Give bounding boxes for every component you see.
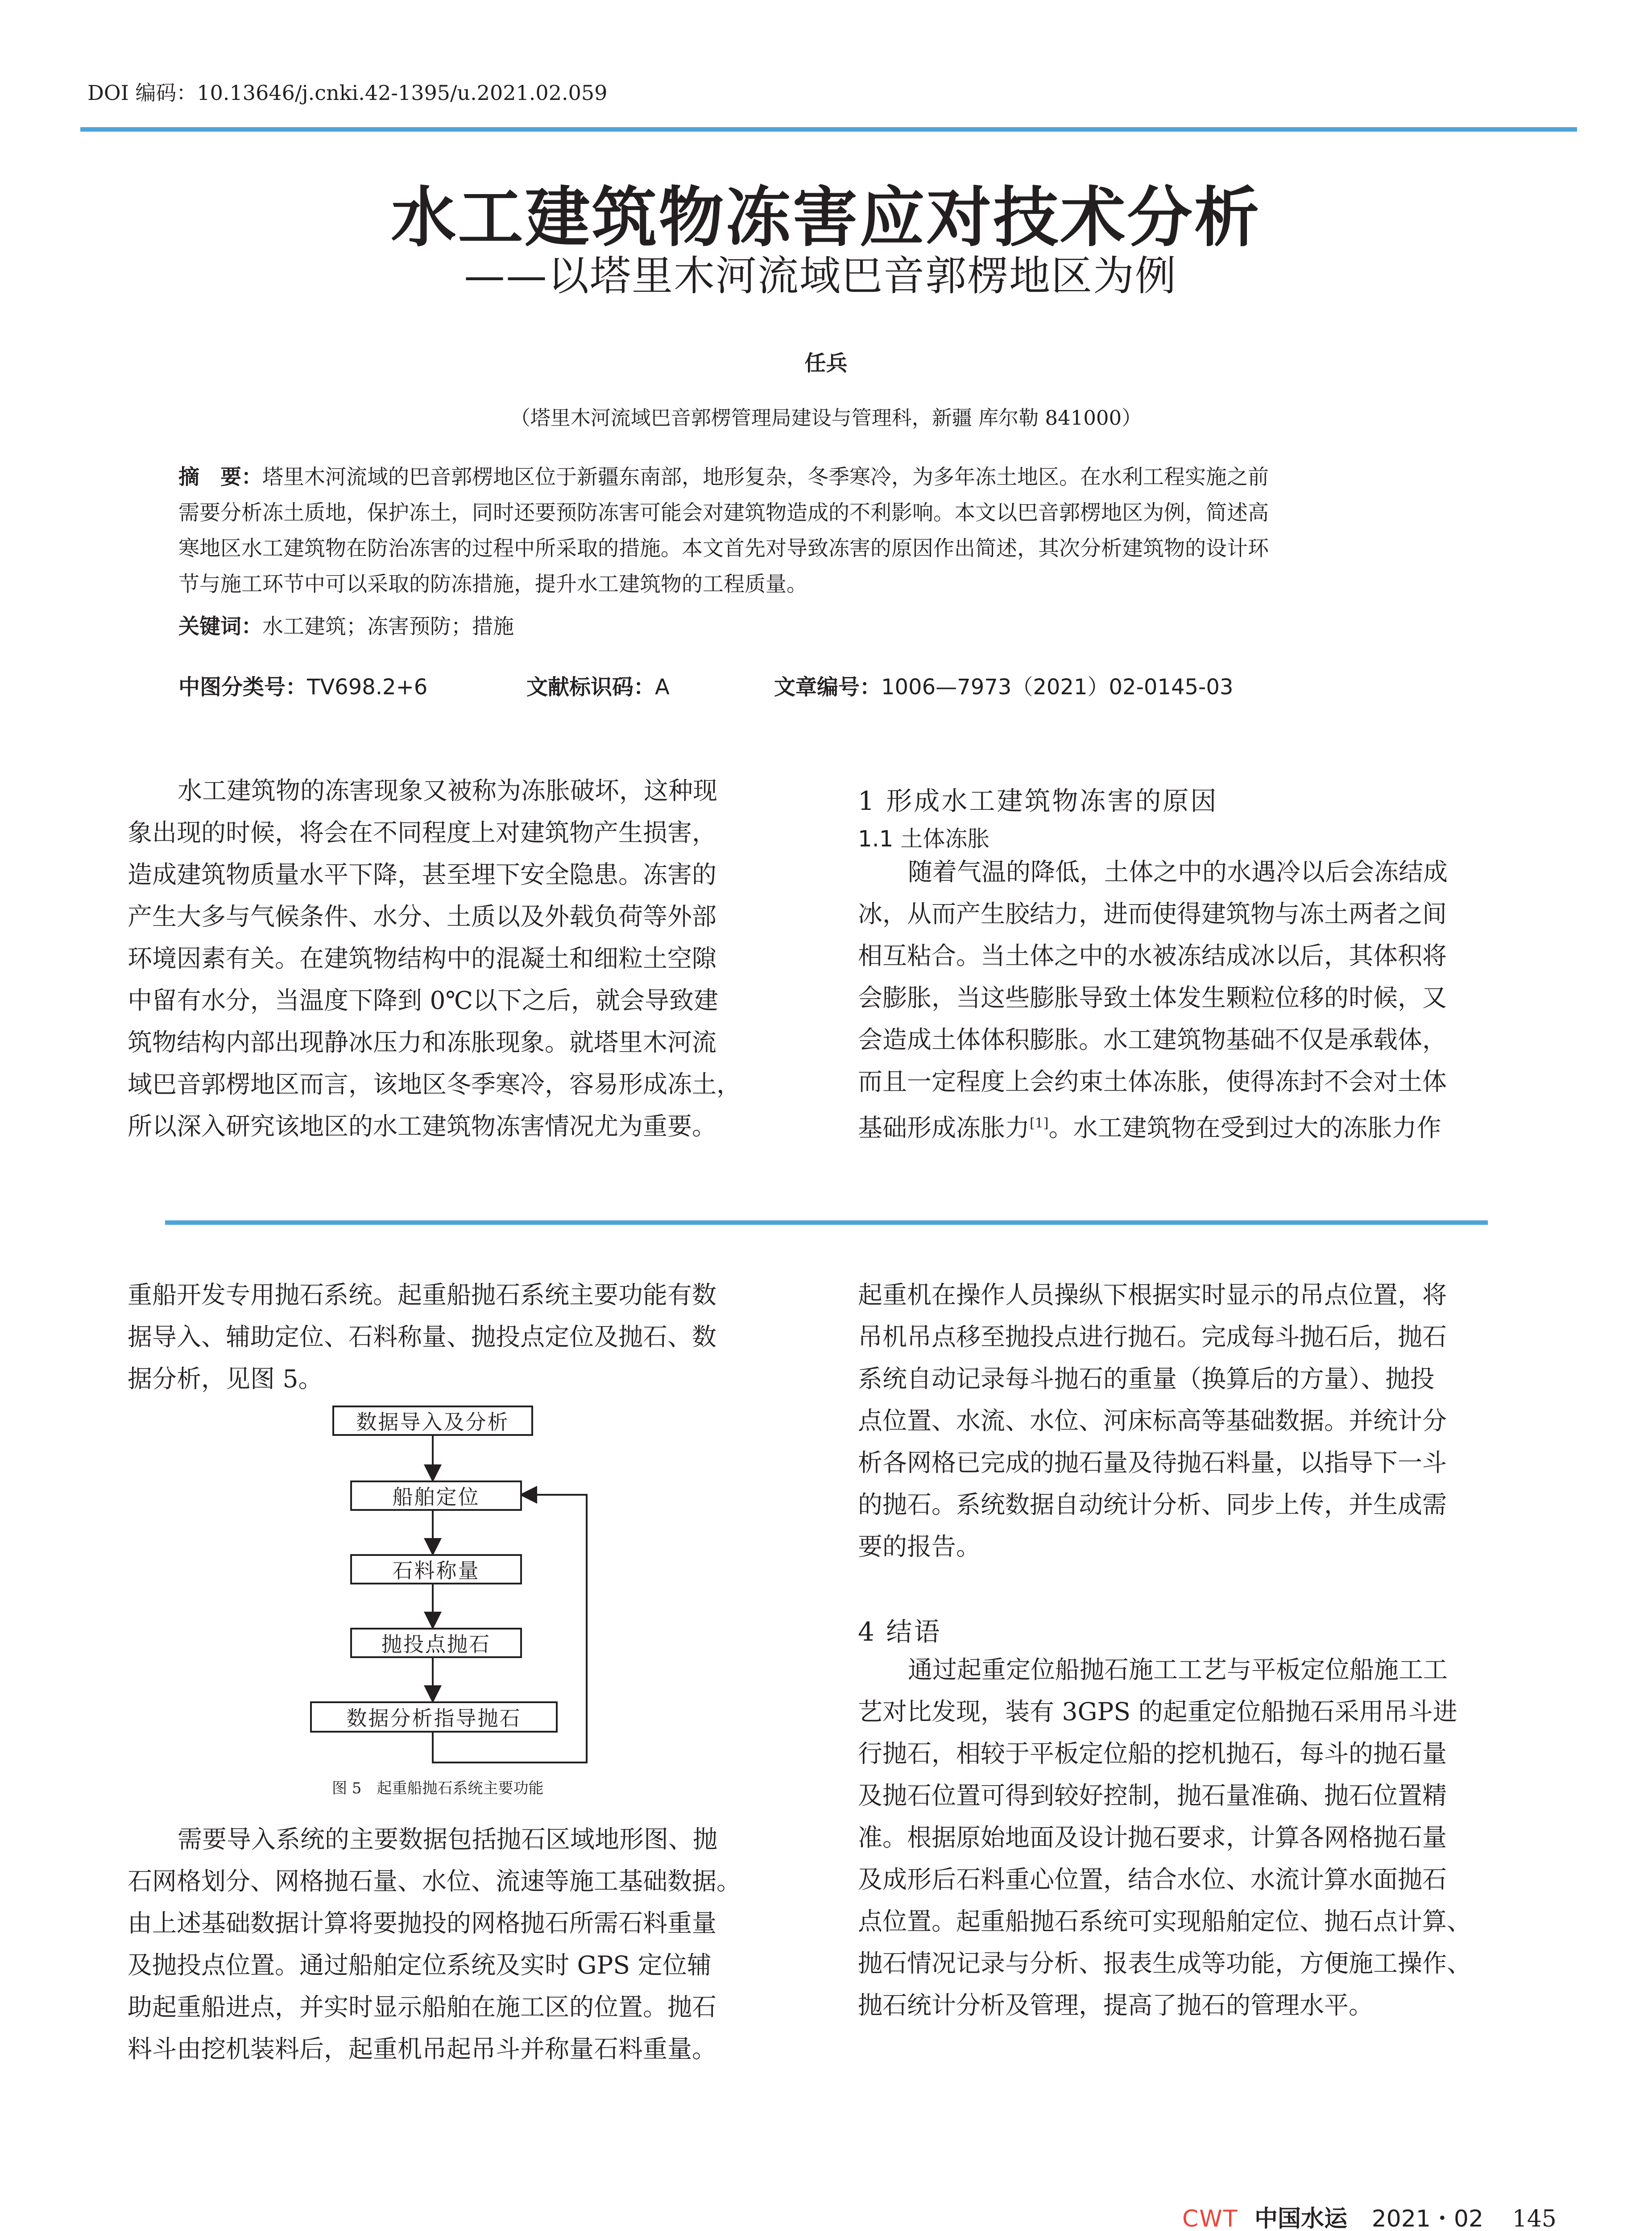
body-line: 水工建筑物的冻害现象又被称为冻胀破坏，这种现 (178, 776, 718, 805)
body-line: 而且一定程度上会约束土体冻胀，使得冻封不会对土体 (858, 1067, 1447, 1096)
flow-step-analysis: 数据分析指导抛石 (310, 1701, 558, 1733)
body-line: 及成形后石料重心位置，结合水位、水流计算水面抛石 (858, 1865, 1447, 1894)
abstract-line-1 (178, 460, 1269, 495)
flow-step-stone-weighing: 石料称量 (350, 1554, 522, 1584)
body-line: 会膨胀，当这些膨胀导致土体发生颗粒位移的时候，又 (858, 983, 1447, 1012)
body-line: 通过起重定位船抛石施工工艺与平板定位船施工工 (908, 1655, 1448, 1684)
prev-left-top-column (128, 1274, 797, 1400)
body-line: 助起重船进点，并实时显示船舶在施工区的位置。抛石 (128, 1993, 717, 2021)
journal-name: 中国水运 (1255, 2205, 1348, 2231)
body-line (858, 1103, 1527, 1149)
body-line: 据分析，见图 5。 (128, 1364, 323, 1393)
page-footer (1182, 2200, 1557, 2231)
abstract-line-4: 节与施工环节中可以采取的防冻措施，提升水工建筑物的工程质量。 (178, 572, 807, 597)
author-name: 任兵 (804, 351, 848, 376)
top-divider (80, 127, 1577, 132)
abstract-line-3: 寒地区水工建筑物在防治冻害的过程中所采取的措施。本文首先对导致冻害的原因作出简述，其次分析建筑物的设计环 (178, 536, 1269, 561)
body-line: 抛石情况记录与分析、报表生成等功能，方便施工操作、 (858, 1949, 1472, 1978)
body-line: 需要导入系统的主要数据包括抛石区域地形图、抛 (178, 1825, 718, 1854)
section-4-heading: 4 结语 (858, 1617, 942, 1647)
body-text: 。水工建筑物在受到过大的冻胀力作 (1048, 1113, 1441, 1142)
body-line: 产生大多与气候条件、水分、土质以及外载负荷等外部 (128, 902, 717, 931)
journal-logo-cwt: CWT (1182, 2206, 1238, 2231)
body-line: 象出现的时候，将会在不同程度上对建筑物产生损害， (128, 818, 717, 847)
figure-caption: 图 5 起重船抛石系统主要功能 (332, 1779, 544, 1797)
section-1-heading: 1 形成水工建筑物冻害的原因 (858, 786, 1218, 816)
body-line: 起重机在操作人员操纵下根据实时显示的吊点位置，将 (858, 1281, 1447, 1309)
body-line: 析各网格已完成的抛石量及待抛石料量，以指导下一斗 (858, 1448, 1447, 1477)
abstract-label: 摘 要： (178, 465, 262, 489)
intro-left-column (128, 770, 797, 1147)
body-text: 基础形成冻胀力 (858, 1113, 1030, 1142)
doi-line: DOI 编码：10.13646/j.cnki.42-1395/u.2021.02.059 (87, 81, 608, 105)
body-line: 石网格划分、网格抛石量、水位、流速等施工基础数据。 (128, 1867, 741, 1895)
body-line: 抛石统计分析及管理，提高了抛石的管理水平。 (858, 1991, 1374, 2020)
journal-issue: 2021・02 (1371, 2206, 1484, 2231)
conclusion-column (858, 1649, 1527, 2026)
body-line: 料斗由挖机装料后，起重机吊起吊斗并称量石料重量。 (128, 2035, 717, 2063)
body-line: 冰，从而产生胶结力，进而使得建筑物与冻土两者之间 (858, 900, 1447, 928)
body-line: 的抛石。系统数据自动统计分析、同步上传，并生成需 (858, 1490, 1447, 1519)
clc-value: TV698.2+6 (307, 675, 428, 700)
keywords-text: 水工建筑；冻害预防；措施 (262, 614, 514, 639)
body-line: 艺对比发现，装有 3GPS 的起重定位船抛石采用吊斗进 (858, 1697, 1457, 1726)
citation-ref: [1] (1030, 1116, 1049, 1131)
body-line: 准。根据原始地面及设计抛石要求，计算各网格抛石量 (858, 1823, 1447, 1852)
artno-value: 1006—7973（2021）02-0145-03 (881, 675, 1234, 700)
body-line: 域巴音郭楞地区而言，该地区冬季寒冷，容易形成冻土， (128, 1070, 741, 1099)
section-1-1-column (858, 851, 1527, 1149)
keywords-label: 关键词： (178, 614, 262, 639)
prev-right-top-column (858, 1274, 1527, 1568)
abstract-line-2: 需要分析冻土质地，保护冻土，同时还要预防冻害可能会对建筑物造成的不利影响。本文以巴音郭楞地区为例，简述高 (178, 501, 1269, 525)
body-line: 由上述基础数据计算将要抛投的网格抛石所需石料重量 (128, 1909, 717, 1937)
body-line: 会造成土体体积膨胀。水工建筑物基础不仅是承载体， (858, 1025, 1447, 1054)
body-line: 环境因素有关。在建筑物结构中的混凝土和细粒土空隙 (128, 944, 717, 973)
page-number: 145 (1512, 2206, 1557, 2231)
clc-label: 中图分类号： (178, 675, 307, 700)
body-line: 相互粘合。当土体之中的水被冻结成冰以后，其体积将 (858, 941, 1447, 970)
article-subtitle: ——以塔里木河流域巴音郭楞地区为例 (464, 252, 1177, 300)
article-divider (165, 1220, 1488, 1225)
author-affiliation: （塔里木河流域巴音郭楞管理局建设与管理科，新疆 库尔勒 841000） (510, 406, 1142, 430)
body-line: 及抛投点位置。通过船舶定位系统及实时 GPS 定位辅 (128, 1951, 712, 1979)
doccode-line (526, 669, 670, 705)
artno-line (774, 669, 1233, 705)
body-line: 随着气温的降低，土体之中的水遇冷以后会冻结成 (908, 858, 1448, 886)
flow-step-ship-positioning: 船舶定位 (350, 1480, 522, 1511)
body-line: 要的报告。 (858, 1532, 981, 1561)
flow-step-data-import: 数据导入及分析 (332, 1406, 533, 1436)
body-line: 所以深入研究该地区的水工建筑物冻害情况尤为重要。 (128, 1112, 717, 1140)
artno-label: 文章编号： (774, 675, 882, 700)
abstract-text: 塔里木河流域的巴音郭楞地区位于新疆东南部，地形复杂，冬季寒冷，为多年冻土地区。在水利工程实施之前 (262, 465, 1269, 489)
body-line: 点位置、水流、水位、河床标高等基础数据。并统计分 (858, 1406, 1447, 1435)
body-line: 点位置。起重船抛石系统可实现船舶定位、抛石点计算、 (858, 1907, 1472, 1936)
flow-step-dumping: 抛投点抛石 (350, 1628, 522, 1658)
body-line: 筑物结构内部出现静冰压力和冻胀现象。就塔里木河流 (128, 1028, 717, 1057)
body-line: 及抛石位置可得到较好控制，抛石量准确、抛石位置精 (858, 1781, 1447, 1810)
article-title: 水工建筑物冻害应对技术分析 (391, 179, 1261, 256)
body-line: 造成建筑物质量水平下降，甚至埋下安全隐患。冻害的 (128, 860, 717, 889)
body-line: 行抛石，相较于平板定位船的挖机抛石，每斗的抛石量 (858, 1739, 1447, 1768)
body-line: 据导入、辅助定位、石料称量、抛投点定位及抛石、数 (128, 1323, 717, 1351)
keywords-line (178, 609, 514, 645)
doccode-value: A (655, 675, 670, 700)
section-1-1-heading: 1.1 土体冻胀 (858, 826, 990, 852)
classification-line (178, 669, 427, 705)
doccode-label: 文献标识码： (526, 675, 655, 700)
body-line: 中留有水分，当温度下降到 0℃以下之后，就会导致建 (128, 986, 719, 1015)
body-line: 吊机吊点移至抛投点进行抛石。完成每斗抛石后，抛石 (858, 1323, 1447, 1351)
body-line: 系统自动记录每斗抛石的重量（换算后的方量）、抛投 (858, 1364, 1435, 1393)
body-line: 重船开发专用抛石系统。起重船抛石系统主要功能有数 (128, 1281, 717, 1309)
prev-left-bottom-column (128, 1818, 797, 2070)
